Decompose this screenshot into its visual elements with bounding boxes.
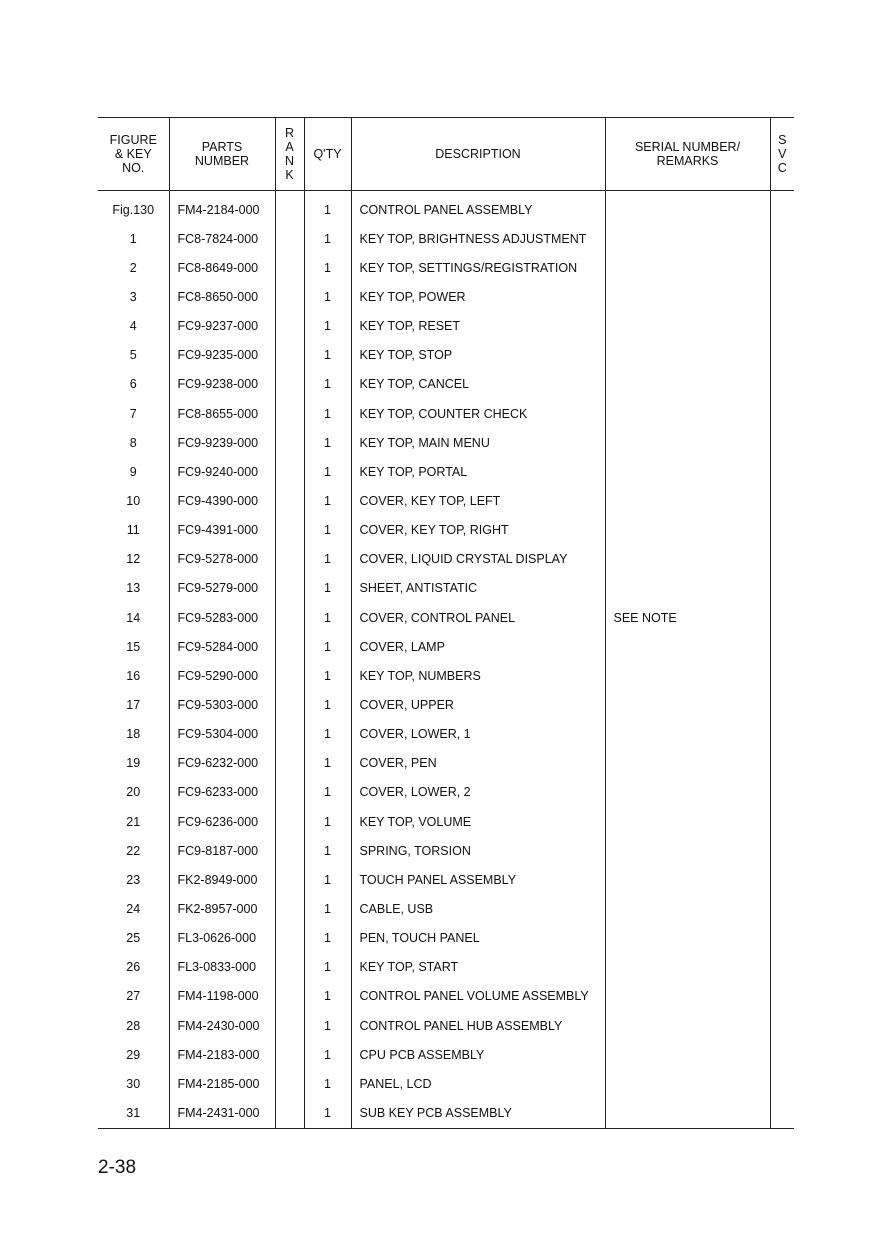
cell-svc xyxy=(770,574,794,603)
cell-remarks xyxy=(605,1098,770,1128)
cell-rank xyxy=(275,282,304,311)
cell-qty: 1 xyxy=(304,836,351,865)
cell-description: KEY TOP, STOP xyxy=(351,341,605,370)
table-row xyxy=(98,1040,794,1069)
cell-qty: 1 xyxy=(304,807,351,836)
cell-qty: 1 xyxy=(304,720,351,749)
cell-remarks xyxy=(605,690,770,719)
header-line: & KEY xyxy=(114,147,152,161)
cell-remarks xyxy=(605,516,770,545)
cell-part-number: FC8-7824-000 xyxy=(169,224,275,253)
cell-description: COVER, LIQUID CRYSTAL DISPLAY xyxy=(351,545,605,574)
cell-svc xyxy=(770,457,794,486)
cell-rank xyxy=(275,749,304,778)
table-row xyxy=(98,720,794,749)
cell-svc xyxy=(770,1040,794,1069)
cell-svc xyxy=(770,894,794,923)
cell-rank xyxy=(275,486,304,515)
cell-rank xyxy=(275,924,304,953)
cell-qty: 1 xyxy=(304,457,351,486)
cell-figure-key: 28 xyxy=(126,1018,141,1033)
cell-qty: 1 xyxy=(304,778,351,807)
cell-svc xyxy=(770,253,794,282)
table-row xyxy=(98,982,794,1011)
cell-qty: 1 xyxy=(304,690,351,719)
table-row xyxy=(98,253,794,282)
cell-svc xyxy=(770,632,794,661)
cell-rank xyxy=(275,428,304,457)
header-description xyxy=(351,118,605,191)
cell-part-number: FC9-5279-000 xyxy=(169,574,275,603)
header-parts-number xyxy=(169,118,275,191)
cell-remarks xyxy=(605,924,770,953)
cell-figure-key: 16 xyxy=(126,668,141,683)
table-row xyxy=(98,486,794,515)
table-row xyxy=(98,778,794,807)
cell-figure-key: 13 xyxy=(126,581,141,596)
cell-figure-key: 4 xyxy=(129,319,137,334)
cell-svc xyxy=(770,1098,794,1128)
cell-qty: 1 xyxy=(304,224,351,253)
cell-rank xyxy=(275,632,304,661)
header-line: Q'TY xyxy=(313,147,342,161)
cell-description: CPU PCB ASSEMBLY xyxy=(351,1040,605,1069)
cell-figure-key: 3 xyxy=(129,289,137,304)
cell-qty: 1 xyxy=(304,982,351,1011)
cell-part-number: FC9-5283-000 xyxy=(169,603,275,632)
table-row xyxy=(98,1011,794,1040)
header-line: A xyxy=(285,140,294,154)
cell-description: SPRING, TORSION xyxy=(351,836,605,865)
cell-remarks xyxy=(605,224,770,253)
cell-figure-key: 11 xyxy=(126,523,140,538)
table-row xyxy=(98,1069,794,1098)
cell-part-number: FC9-5303-000 xyxy=(169,690,275,719)
table-header xyxy=(98,118,794,191)
table-row xyxy=(98,749,794,778)
cell-figure-key: 27 xyxy=(126,989,141,1004)
cell-svc xyxy=(770,399,794,428)
cell-qty: 1 xyxy=(304,1040,351,1069)
cell-figure-key: 31 xyxy=(126,1105,141,1120)
cell-remarks xyxy=(605,399,770,428)
cell-description: KEY TOP, POWER xyxy=(351,282,605,311)
cell-svc xyxy=(770,341,794,370)
cell-remarks xyxy=(605,312,770,341)
cell-figure-key: 22 xyxy=(126,843,141,858)
cell-figure-key: 1 xyxy=(129,231,137,246)
cell-remarks xyxy=(605,428,770,457)
cell-part-number: FM4-2184-000 xyxy=(169,191,275,225)
cell-description: PEN, TOUCH PANEL xyxy=(351,924,605,953)
cell-rank xyxy=(275,836,304,865)
cell-figure-key: 24 xyxy=(126,901,141,916)
cell-qty: 1 xyxy=(304,428,351,457)
cell-part-number: FL3-0833-000 xyxy=(169,953,275,982)
cell-remarks xyxy=(605,253,770,282)
cell-qty: 1 xyxy=(304,1069,351,1098)
cell-description: COVER, CONTROL PANEL xyxy=(351,603,605,632)
cell-description: KEY TOP, BRIGHTNESS ADJUSTMENT xyxy=(351,224,605,253)
header-svc xyxy=(770,118,794,191)
cell-remarks xyxy=(605,953,770,982)
cell-description: KEY TOP, MAIN MENU xyxy=(351,428,605,457)
cell-description: KEY TOP, CANCEL xyxy=(351,370,605,399)
cell-svc xyxy=(770,778,794,807)
cell-description: COVER, PEN xyxy=(351,749,605,778)
cell-qty: 1 xyxy=(304,282,351,311)
cell-figure-key: 2 xyxy=(129,260,137,275)
cell-qty: 1 xyxy=(304,370,351,399)
cell-description: CONTROL PANEL VOLUME ASSEMBLY xyxy=(351,982,605,1011)
header-line: PARTS xyxy=(201,140,243,154)
header-serial-remarks xyxy=(605,118,770,191)
cell-qty: 1 xyxy=(304,545,351,574)
table-row xyxy=(98,341,794,370)
table-row xyxy=(98,191,794,225)
table-row xyxy=(98,312,794,341)
cell-qty: 1 xyxy=(304,312,351,341)
cell-svc xyxy=(770,545,794,574)
cell-description: SUB KEY PCB ASSEMBLY xyxy=(351,1098,605,1128)
cell-rank xyxy=(275,1011,304,1040)
cell-rank xyxy=(275,224,304,253)
cell-svc xyxy=(770,428,794,457)
header-line: V xyxy=(778,147,787,161)
cell-figure-key: 6 xyxy=(129,377,137,392)
cell-figure-key: 14 xyxy=(126,610,141,625)
cell-part-number: FC9-4390-000 xyxy=(169,486,275,515)
cell-remarks: SEE NOTE xyxy=(605,603,770,632)
cell-figure-key: 30 xyxy=(126,1076,141,1091)
cell-svc xyxy=(770,282,794,311)
cell-rank xyxy=(275,720,304,749)
cell-rank xyxy=(275,603,304,632)
cell-svc xyxy=(770,191,794,225)
header-figure-key-no xyxy=(98,118,169,191)
cell-svc xyxy=(770,982,794,1011)
cell-figure-key: 5 xyxy=(129,348,137,363)
cell-rank xyxy=(275,399,304,428)
cell-description: KEY TOP, NUMBERS xyxy=(351,661,605,690)
table-row xyxy=(98,516,794,545)
cell-remarks xyxy=(605,341,770,370)
cell-part-number: FC8-8649-000 xyxy=(169,253,275,282)
cell-figure-key: 15 xyxy=(126,639,141,654)
cell-qty: 1 xyxy=(304,253,351,282)
cell-svc xyxy=(770,836,794,865)
cell-remarks xyxy=(605,1040,770,1069)
cell-svc xyxy=(770,224,794,253)
header-line: NO. xyxy=(122,161,145,175)
cell-rank xyxy=(275,1040,304,1069)
header-line: SERIAL NUMBER/ xyxy=(634,140,741,154)
cell-rank xyxy=(275,341,304,370)
table-body xyxy=(98,191,794,1129)
cell-svc xyxy=(770,953,794,982)
cell-qty: 1 xyxy=(304,574,351,603)
header-line: C xyxy=(777,161,787,175)
cell-part-number: FM4-2185-000 xyxy=(169,1069,275,1098)
cell-part-number: FL3-0626-000 xyxy=(169,924,275,953)
cell-remarks xyxy=(605,749,770,778)
cell-rank xyxy=(275,894,304,923)
cell-remarks xyxy=(605,778,770,807)
cell-description: PANEL, LCD xyxy=(351,1069,605,1098)
cell-qty: 1 xyxy=(304,632,351,661)
cell-part-number: FC8-8655-000 xyxy=(169,399,275,428)
cell-qty: 1 xyxy=(304,1011,351,1040)
cell-part-number: FC9-9239-000 xyxy=(169,428,275,457)
table-row xyxy=(98,661,794,690)
cell-remarks xyxy=(605,894,770,923)
cell-description: KEY TOP, SETTINGS/REGISTRATION xyxy=(351,253,605,282)
cell-rank xyxy=(275,807,304,836)
cell-qty: 1 xyxy=(304,894,351,923)
header-line: DESCRIPTION xyxy=(435,147,521,161)
cell-rank xyxy=(275,574,304,603)
cell-part-number: FC9-9240-000 xyxy=(169,457,275,486)
cell-svc xyxy=(770,924,794,953)
cell-part-number: FM4-1198-000 xyxy=(169,982,275,1011)
cell-remarks xyxy=(605,1011,770,1040)
cell-description: COVER, LOWER, 1 xyxy=(351,720,605,749)
cell-remarks xyxy=(605,486,770,515)
cell-part-number: FC9-6233-000 xyxy=(169,778,275,807)
cell-part-number: FM4-2183-000 xyxy=(169,1040,275,1069)
table-row xyxy=(98,894,794,923)
cell-description: KEY TOP, RESET xyxy=(351,312,605,341)
cell-figure-key: 17 xyxy=(126,697,141,712)
table-row xyxy=(98,807,794,836)
table-row xyxy=(98,574,794,603)
cell-remarks xyxy=(605,457,770,486)
table-row xyxy=(98,836,794,865)
cell-part-number: FM4-2430-000 xyxy=(169,1011,275,1040)
cell-part-number: FC9-6232-000 xyxy=(169,749,275,778)
cell-svc xyxy=(770,807,794,836)
cell-rank xyxy=(275,516,304,545)
cell-rank xyxy=(275,661,304,690)
table-row xyxy=(98,953,794,982)
cell-qty: 1 xyxy=(304,749,351,778)
cell-rank xyxy=(275,191,304,225)
table-row xyxy=(98,690,794,719)
page-number: 2-38 xyxy=(98,1157,137,1178)
cell-figure-key: 10 xyxy=(126,493,141,508)
cell-svc xyxy=(770,865,794,894)
cell-part-number: FC9-8187-000 xyxy=(169,836,275,865)
table-row xyxy=(98,224,794,253)
cell-description: CONTROL PANEL HUB ASSEMBLY xyxy=(351,1011,605,1040)
header-line: R xyxy=(284,126,295,140)
cell-svc xyxy=(770,690,794,719)
cell-qty: 1 xyxy=(304,341,351,370)
cell-rank xyxy=(275,1098,304,1128)
cell-part-number: FC9-5278-000 xyxy=(169,545,275,574)
cell-remarks xyxy=(605,1069,770,1098)
cell-description: CONTROL PANEL ASSEMBLY xyxy=(351,191,605,225)
cell-qty: 1 xyxy=(304,516,351,545)
cell-qty: 1 xyxy=(304,924,351,953)
cell-part-number: FC9-5284-000 xyxy=(169,632,275,661)
cell-figure-key: 19 xyxy=(126,756,141,771)
cell-rank xyxy=(275,953,304,982)
cell-description: KEY TOP, COUNTER CHECK xyxy=(351,399,605,428)
cell-figure-key: 29 xyxy=(126,1047,141,1062)
cell-description: COVER, LAMP xyxy=(351,632,605,661)
cell-rank xyxy=(275,545,304,574)
cell-figure-key: 9 xyxy=(129,464,137,479)
header-line: K xyxy=(285,168,294,182)
cell-rank xyxy=(275,312,304,341)
cell-remarks xyxy=(605,865,770,894)
cell-part-number: FC9-5304-000 xyxy=(169,720,275,749)
cell-description: TOUCH PANEL ASSEMBLY xyxy=(351,865,605,894)
cell-remarks xyxy=(605,720,770,749)
cell-svc xyxy=(770,1011,794,1040)
table-row xyxy=(98,1098,794,1128)
cell-part-number: FC8-8650-000 xyxy=(169,282,275,311)
cell-qty: 1 xyxy=(304,865,351,894)
cell-description: CABLE, USB xyxy=(351,894,605,923)
cell-svc xyxy=(770,720,794,749)
cell-part-number: FC9-9235-000 xyxy=(169,341,275,370)
header-line: REMARKS xyxy=(656,154,719,168)
cell-description: KEY TOP, START xyxy=(351,953,605,982)
table-row xyxy=(98,924,794,953)
cell-figure-key: 25 xyxy=(126,931,141,946)
cell-qty: 1 xyxy=(304,953,351,982)
cell-remarks xyxy=(605,661,770,690)
cell-svc xyxy=(770,486,794,515)
table-row xyxy=(98,399,794,428)
cell-rank xyxy=(275,457,304,486)
parts-table xyxy=(98,117,794,1129)
cell-figure-key: 12 xyxy=(126,552,141,567)
header-line: S xyxy=(778,133,787,147)
cell-remarks xyxy=(605,836,770,865)
cell-part-number: FC9-4391-000 xyxy=(169,516,275,545)
cell-rank xyxy=(275,778,304,807)
table-row xyxy=(98,603,794,632)
parts-list xyxy=(98,117,794,1129)
table-row xyxy=(98,632,794,661)
cell-rank xyxy=(275,982,304,1011)
table-row xyxy=(98,428,794,457)
table-row xyxy=(98,282,794,311)
cell-qty: 1 xyxy=(304,1098,351,1128)
cell-svc xyxy=(770,516,794,545)
cell-remarks xyxy=(605,191,770,225)
cell-description: KEY TOP, VOLUME xyxy=(351,807,605,836)
cell-description: COVER, LOWER, 2 xyxy=(351,778,605,807)
cell-figure-key: 26 xyxy=(126,960,141,975)
cell-rank xyxy=(275,370,304,399)
cell-figure-key: 7 xyxy=(129,406,137,421)
cell-remarks xyxy=(605,574,770,603)
cell-figure-key: 23 xyxy=(126,872,141,887)
table-row xyxy=(98,370,794,399)
cell-rank xyxy=(275,1069,304,1098)
cell-remarks xyxy=(605,545,770,574)
cell-description: COVER, KEY TOP, RIGHT xyxy=(351,516,605,545)
cell-figure-key: 20 xyxy=(126,785,141,800)
cell-remarks xyxy=(605,982,770,1011)
table-row xyxy=(98,545,794,574)
cell-description: KEY TOP, PORTAL xyxy=(351,457,605,486)
table-row xyxy=(98,865,794,894)
cell-remarks xyxy=(605,370,770,399)
header-line: FIGURE xyxy=(109,133,157,147)
cell-description: COVER, KEY TOP, LEFT xyxy=(351,486,605,515)
cell-part-number: FC9-9237-000 xyxy=(169,312,275,341)
cell-remarks xyxy=(605,632,770,661)
cell-part-number: FC9-5290-000 xyxy=(169,661,275,690)
cell-svc xyxy=(770,603,794,632)
cell-svc xyxy=(770,1069,794,1098)
cell-qty: 1 xyxy=(304,191,351,225)
cell-svc xyxy=(770,749,794,778)
cell-qty: 1 xyxy=(304,486,351,515)
cell-figure-key: 8 xyxy=(129,435,137,450)
cell-qty: 1 xyxy=(304,399,351,428)
header-qty xyxy=(304,118,351,191)
cell-remarks xyxy=(605,807,770,836)
cell-svc xyxy=(770,370,794,399)
cell-figure-key: 18 xyxy=(126,727,141,742)
cell-figure-key: 21 xyxy=(126,814,141,829)
table-row xyxy=(98,457,794,486)
cell-rank xyxy=(275,253,304,282)
cell-part-number: FC9-9238-000 xyxy=(169,370,275,399)
cell-svc xyxy=(770,312,794,341)
cell-qty: 1 xyxy=(304,661,351,690)
header-line: NUMBER xyxy=(194,154,250,168)
cell-description: SHEET, ANTISTATIC xyxy=(351,574,605,603)
cell-figure-key: Fig.130 xyxy=(112,202,155,217)
cell-svc xyxy=(770,661,794,690)
cell-qty: 1 xyxy=(304,603,351,632)
cell-part-number: FK2-8949-000 xyxy=(169,865,275,894)
cell-part-number: FK2-8957-000 xyxy=(169,894,275,923)
cell-description: COVER, UPPER xyxy=(351,690,605,719)
cell-rank xyxy=(275,865,304,894)
cell-remarks xyxy=(605,282,770,311)
cell-part-number: FM4-2431-000 xyxy=(169,1098,275,1128)
header-rank xyxy=(275,118,304,191)
cell-part-number: FC9-6236-000 xyxy=(169,807,275,836)
cell-rank xyxy=(275,690,304,719)
header-line: N xyxy=(284,154,295,168)
